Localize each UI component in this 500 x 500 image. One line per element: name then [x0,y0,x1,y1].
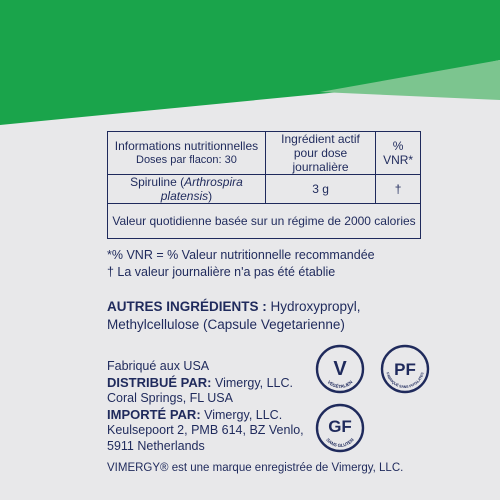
distributed-address: Coral Springs, FL USA [107,391,233,405]
pf-text: FABRIQUÉ SANS PHTALATES [385,371,425,390]
daily-value-footer: Valeur quotidienne basée sur un régime de 2000 calories [108,204,421,239]
ingredient-latin: Arthrospira platensis [160,175,243,203]
svg-text:VÉGÉTALIEN [327,379,354,389]
ingredient-close: ) [208,189,213,203]
facts-header-info [108,132,266,175]
pf-letter: PF [394,360,416,379]
amount-cell: 3 g [265,175,375,204]
imported-line [107,407,322,424]
imported-address: Keulsepoort 2, PMB 614, BZ Venlo, 5911 Netherlands [107,423,304,453]
distributed-line [107,375,322,392]
manufacturer-info [107,359,322,454]
per-daily-dose-label: pour dose journalière [292,146,349,174]
footnote-vnr: *% VNR = % Valeur nutritionnelle recommandée [107,248,375,262]
gf-letter: GF [328,417,352,436]
imported-label: IMPORTÉ PAR: [107,406,201,422]
nutrition-facts-table [107,131,421,239]
servings-per-container: Doses par flacon: 30 [136,154,237,166]
vegan-letter: V [333,358,347,380]
footnote-dagger: † La valeur journalière n'a pas été établie [107,265,336,279]
svg-text:SANS GLUTEN [325,437,354,448]
other-ingredients-label: AUTRES INGRÉDIENTS : [107,299,267,314]
gluten-free-badge-icon [315,403,365,453]
distributed-label: DISTRIBUÉ PAR: [107,374,212,390]
vnr-cell: † [376,175,421,204]
facts-header-active [265,132,375,175]
ingredient-name: Spiruline ( [130,175,185,189]
made-in: Fabriqué aux USA [107,359,210,373]
other-ingredients-text: Hydroxypropyl, Methylcellulose (Capsule Vegetarienne) [107,299,361,332]
vegan-badge-icon [315,344,365,394]
vegan-text: VÉGÉTALIEN [326,379,354,390]
ingredient-cell [108,175,266,204]
other-ingredients [107,298,407,334]
trademark-notice: VIMERGY® est une marque enregistrée de Vimergy, LLC. [107,462,404,474]
imported-by: Vimergy, LLC. [200,407,283,422]
phthalate-free-badge-icon [380,344,430,394]
gf-text: SANS GLUTEN [325,437,355,449]
footnotes [107,247,375,281]
green-banner [0,0,500,130]
facts-title: Informations nutritionnelles [114,139,259,153]
distributed-by: Vimergy, LLC. [211,375,293,390]
active-ingredient-label: Ingrédient actif [281,132,360,146]
facts-header-vnr: % VNR* [376,132,421,175]
